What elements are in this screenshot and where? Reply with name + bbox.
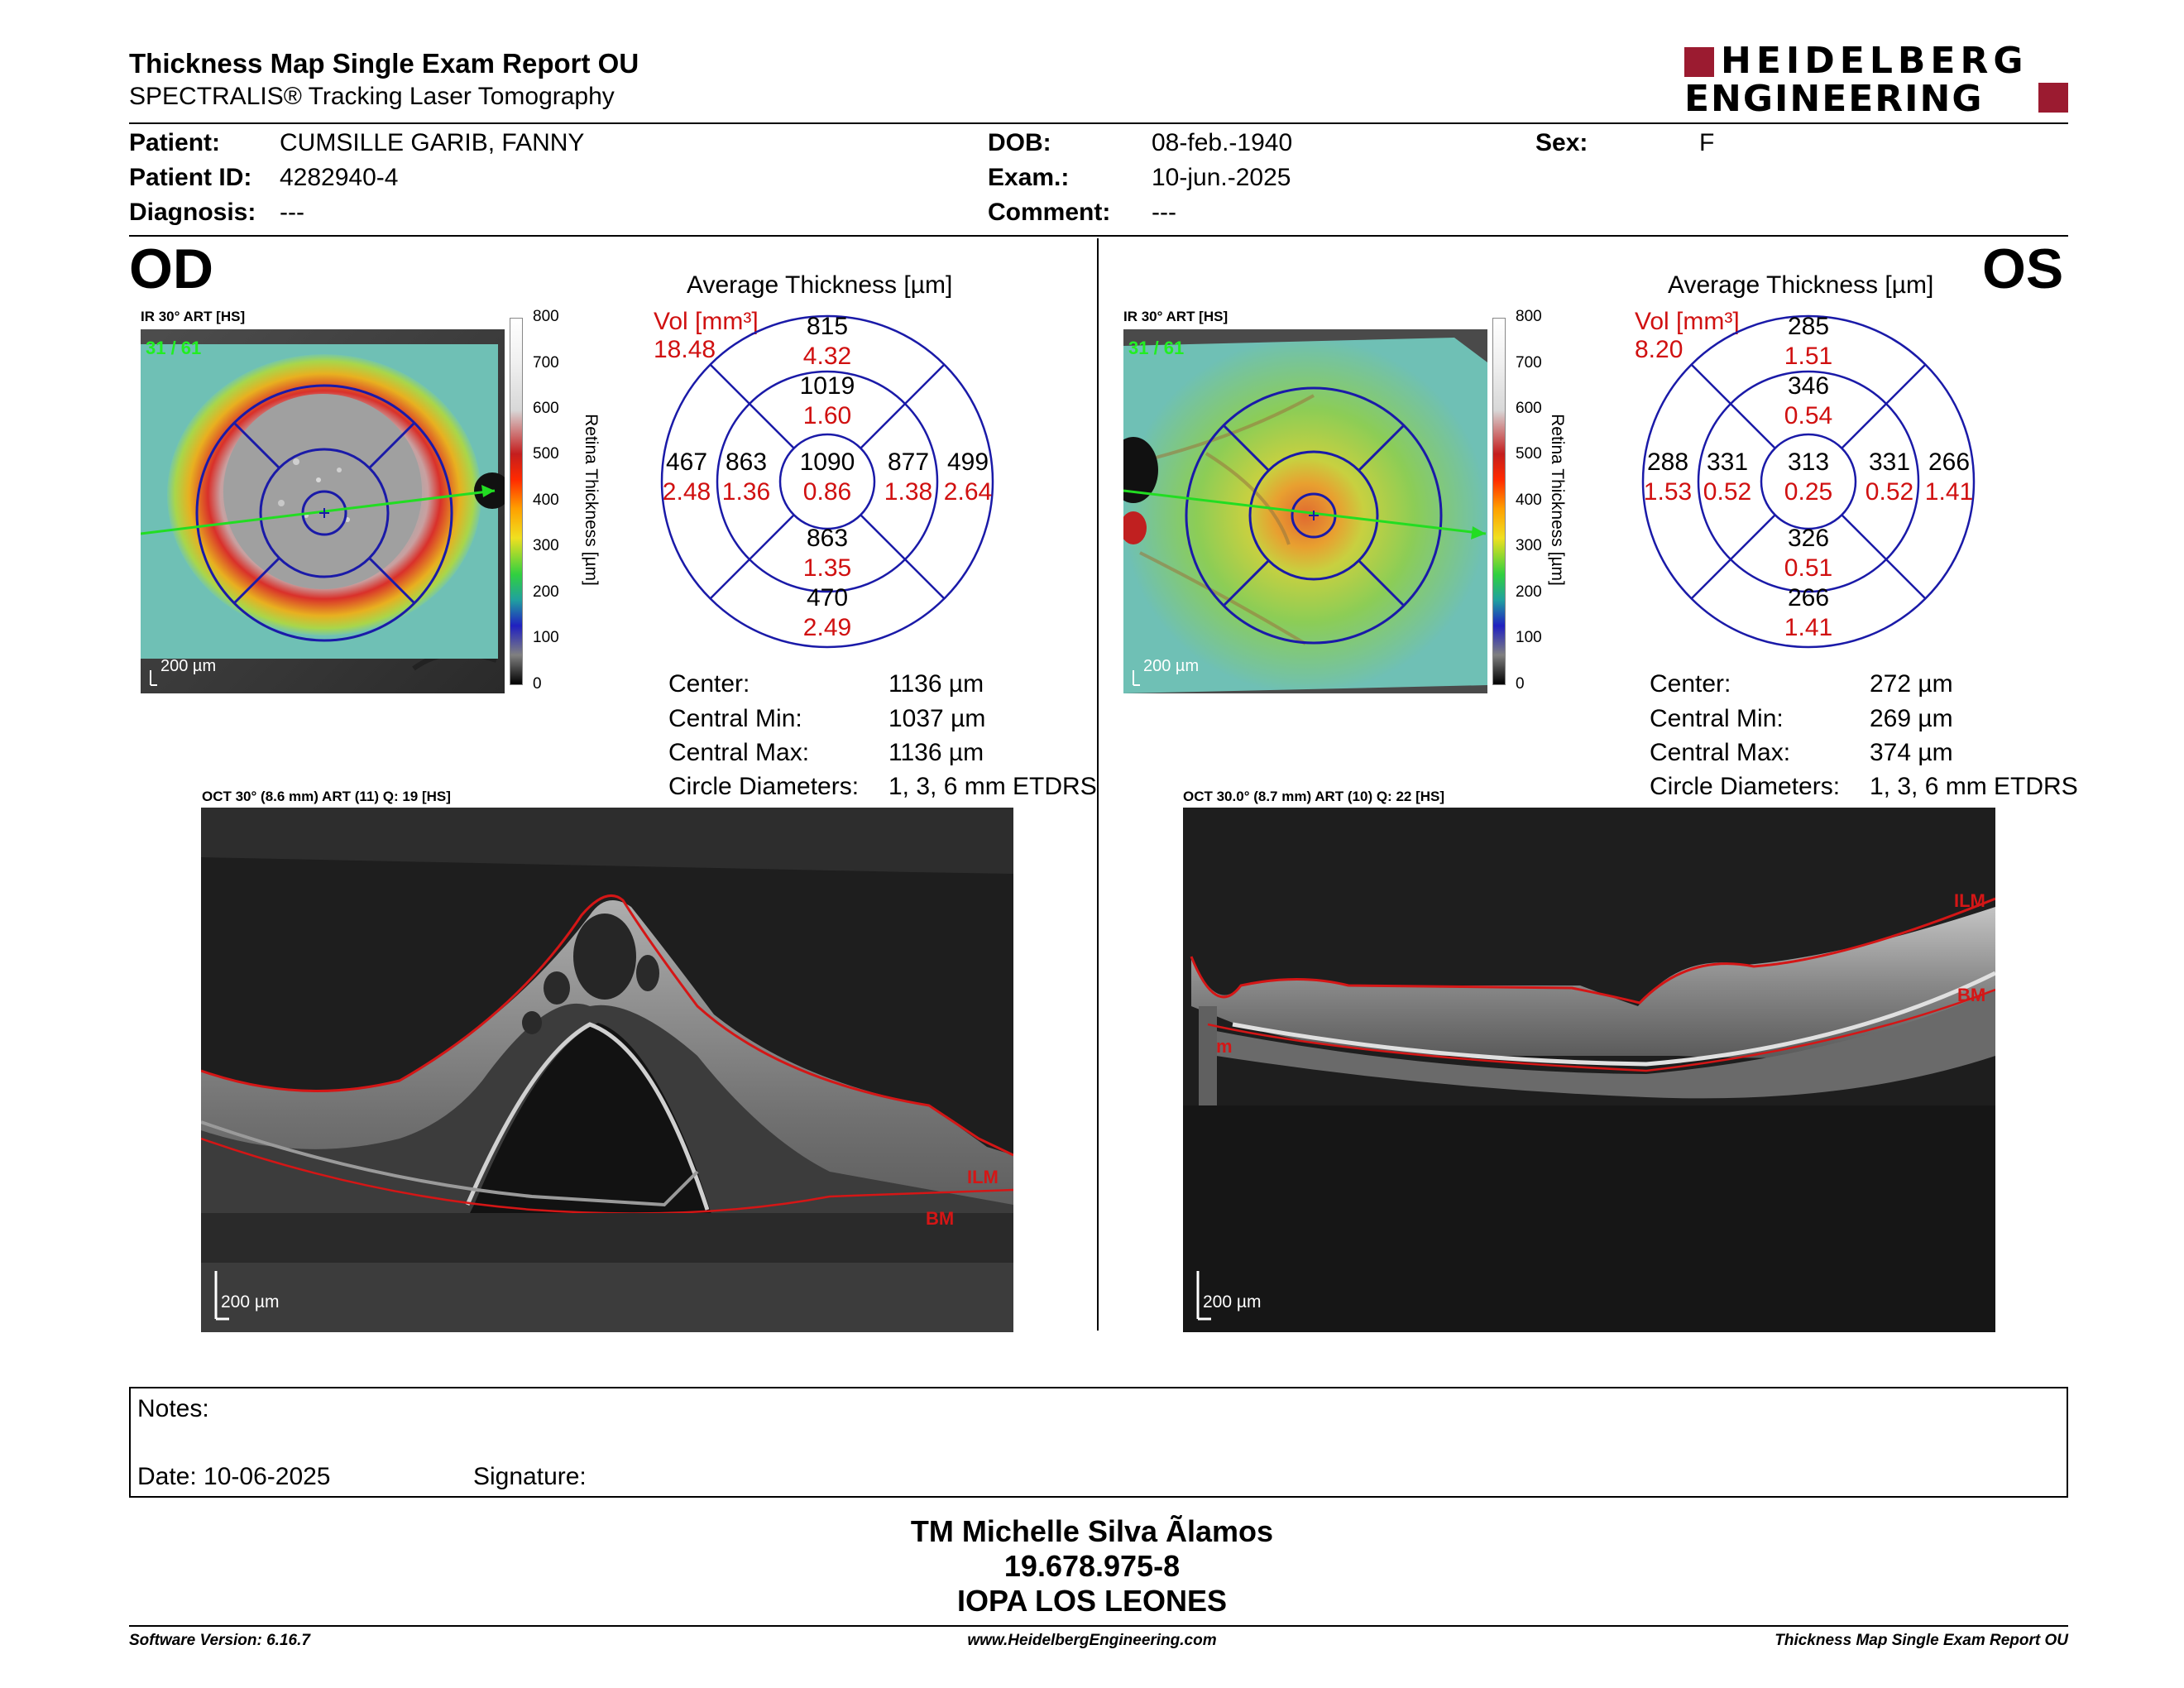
os-center-value: 272 µm <box>1870 670 1953 698</box>
footer-software-version: Software Version: 6.16.7 <box>129 1632 310 1649</box>
od-scale-tick: 200 <box>533 583 559 601</box>
os-scale-tick: 600 <box>1516 400 1542 417</box>
od-vol-total: 18.48 <box>654 336 716 363</box>
od-scale-tick: 500 <box>533 445 559 463</box>
os-circle-value: 1, 3, 6 mm ETDRS <box>1870 773 2078 800</box>
os-color-scale <box>1492 318 1506 685</box>
patient-name: CUMSILLE GARIB, FANNY <box>280 129 585 156</box>
od-scale-tick: 600 <box>533 400 559 417</box>
os-scale-tick: 500 <box>1516 445 1542 463</box>
heidelberg-logo <box>1684 40 2068 120</box>
os-inner-inf-vol: 0.51 <box>1784 554 1833 582</box>
footer-report-name: Thickness Map Single Exam Report OU <box>1774 1632 2068 1649</box>
os-eye-label: OS <box>1982 237 2064 300</box>
od-scale-tick: 100 <box>533 629 559 646</box>
patient-id-value: 4282940-4 <box>280 164 399 191</box>
os-etdrs-diagram <box>1640 313 1977 650</box>
os-vol-total: 8.20 <box>1635 336 1684 363</box>
logo-square-bottom <box>2038 83 2068 113</box>
od-outer-right-thk: 499 <box>946 448 989 476</box>
od-frame-counter: 31 / 61 <box>146 338 202 358</box>
od-avg-title: Average Thickness [µm] <box>687 271 953 299</box>
os-outer-sup-thk: 285 <box>1787 313 1830 340</box>
exam-value: 10-jun.-2025 <box>1152 164 1291 191</box>
os-scale-tick: 100 <box>1516 629 1542 646</box>
od-oct-label: OCT 30° (8.6 mm) ART (11) Q: 19 [HS] <box>202 789 451 804</box>
od-scale-axis-label: Retina Thickness [µm] <box>582 414 601 586</box>
od-outer-left-thk: 467 <box>665 448 708 476</box>
os-ir-scale-bar-label: 200 µm <box>1143 657 1200 675</box>
os-oct-bscan <box>1183 808 1995 1332</box>
os-inner-inf-thk: 326 <box>1787 525 1830 552</box>
os-central-min-value: 269 µm <box>1870 705 1953 732</box>
od-scale-ticks <box>533 308 574 693</box>
od-ilm-label: ILM <box>967 1167 999 1187</box>
logo-square-top <box>1684 47 1714 77</box>
os-circle-label: Circle Diameters: <box>1650 773 1841 800</box>
od-ir-scale-bar-label: 200 µm <box>160 657 217 675</box>
od-outer-left-vol: 2.48 <box>662 478 711 506</box>
od-inner-right-vol: 1.38 <box>884 478 933 506</box>
notes-date: Date: 10-06-2025 <box>137 1463 331 1490</box>
diagnosis-value: --- <box>280 199 304 226</box>
od-inner-sup-vol: 1.60 <box>802 402 852 429</box>
os-ir-label: IR 30° ART [HS] <box>1123 309 1228 324</box>
od-center-vol: 0.86 <box>802 478 852 506</box>
os-central-max-value: 374 µm <box>1870 739 1953 766</box>
od-oct-scale-bar-label: 200 µm <box>221 1292 280 1312</box>
os-scale-tick: 700 <box>1516 354 1542 372</box>
od-center-thk: 1090 <box>799 448 855 476</box>
diagnosis-label: Diagnosis: <box>129 199 256 226</box>
os-frame-counter: 31 / 61 <box>1128 338 1185 358</box>
os-inner-left-vol: 0.52 <box>1703 478 1752 506</box>
notes-label: Notes: <box>137 1395 209 1422</box>
os-scale-tick: 800 <box>1516 308 1542 325</box>
os-center-thk: 313 <box>1787 448 1830 476</box>
od-scale-tick: 700 <box>533 354 559 372</box>
os-inner-left-thk: 331 <box>1706 448 1749 476</box>
od-central-max-value: 1136 µm <box>888 739 984 766</box>
os-inner-sup-thk: 346 <box>1787 372 1830 400</box>
od-central-min-label: Central Min: <box>668 705 802 732</box>
os-outer-left-thk: 288 <box>1646 448 1689 476</box>
comment-label: Comment: <box>988 199 1111 226</box>
od-central-max-label: Central Max: <box>668 739 810 766</box>
comment-value: --- <box>1152 199 1176 226</box>
patient-label: Patient: <box>129 129 221 156</box>
od-scale-tick: 400 <box>533 492 559 509</box>
header-rule <box>129 122 2068 124</box>
os-scale-tick: 200 <box>1516 583 1542 601</box>
os-scale-tick: 300 <box>1516 537 1542 554</box>
od-color-scale <box>510 318 523 685</box>
os-outer-right-vol: 1.41 <box>1924 478 1974 506</box>
od-thickness-map <box>141 329 505 693</box>
patient-id-label: Patient ID: <box>129 164 252 191</box>
od-circle-value: 1, 3, 6 mm ETDRS <box>888 773 1097 800</box>
exam-label: Exam.: <box>988 164 1070 191</box>
logo-text-top: HEIDELBERG <box>1721 40 2028 82</box>
od-outer-sup-thk: 815 <box>806 313 849 340</box>
od-center-label: Center: <box>668 670 750 698</box>
notes-box[interactable] <box>129 1387 2068 1498</box>
od-center-value: 1136 µm <box>888 670 984 698</box>
os-center-vol: 0.25 <box>1784 478 1833 506</box>
signoff-clinic: IOPA LOS LEONES <box>956 1584 1228 1618</box>
os-outer-inf-vol: 1.41 <box>1784 614 1833 641</box>
od-vol-label: Vol [mm³] <box>654 308 759 335</box>
od-inner-sup-thk: 1019 <box>799 372 855 400</box>
os-m-label: m <box>1216 1036 1233 1057</box>
od-outer-inf-vol: 2.49 <box>802 614 852 641</box>
dob-label: DOB: <box>988 129 1051 156</box>
os-vol-label: Vol [mm³] <box>1635 308 1740 335</box>
od-oct-bscan-image <box>201 808 1013 1332</box>
od-oct-bscan <box>201 808 1013 1332</box>
os-central-max-label: Central Max: <box>1650 739 1791 766</box>
os-oct-label: OCT 30.0° (8.7 mm) ART (10) Q: 22 [HS] <box>1183 789 1445 804</box>
od-ir-label: IR 30° ART [HS] <box>141 309 246 324</box>
os-oct-scale-bar-label: 200 µm <box>1203 1292 1262 1312</box>
patient-rule <box>129 235 2068 237</box>
signoff-rut: 19.678.975-8 <box>1003 1549 1181 1583</box>
od-inner-right-thk: 877 <box>887 448 930 476</box>
os-central-min-label: Central Min: <box>1650 705 1784 732</box>
os-center-label: Center: <box>1650 670 1731 698</box>
od-central-min-value: 1037 µm <box>888 705 986 732</box>
od-outer-sup-vol: 4.32 <box>802 343 852 370</box>
report-title: Thickness Map Single Exam Report OU <box>129 48 639 79</box>
footer-rule <box>129 1625 2068 1627</box>
os-bm-label: BM <box>1957 985 1986 1005</box>
od-inner-left-vol: 1.36 <box>721 478 771 506</box>
os-thickness-map <box>1123 329 1487 693</box>
dob-value: 08-feb.-1940 <box>1152 129 1293 156</box>
od-scale-tick: 300 <box>533 537 559 554</box>
os-thickness-map-image <box>1123 329 1487 693</box>
logo-text-bottom: ENGINEERING <box>1684 78 1984 120</box>
od-eye-label: OD <box>129 237 213 300</box>
os-oct-bscan-image <box>1183 808 1995 1332</box>
od-thickness-map-image <box>141 329 505 693</box>
od-etdrs-diagram <box>659 313 996 650</box>
notes-signature-label: Signature: <box>473 1463 587 1490</box>
od-outer-right-vol: 2.64 <box>943 478 993 506</box>
os-outer-right-thk: 266 <box>1928 448 1971 476</box>
sex-value: F <box>1699 129 1715 156</box>
os-outer-inf-thk: 266 <box>1787 584 1830 611</box>
os-inner-sup-vol: 0.54 <box>1784 402 1833 429</box>
footer-url[interactable]: www.HeidelbergEngineering.com <box>967 1632 1217 1649</box>
os-scale-tick: 0 <box>1516 675 1525 693</box>
os-outer-sup-vol: 1.51 <box>1784 343 1833 370</box>
os-inner-right-vol: 0.52 <box>1865 478 1914 506</box>
od-inner-inf-vol: 1.35 <box>802 554 852 582</box>
os-ilm-label: ILM <box>1954 890 1985 911</box>
od-inner-inf-thk: 863 <box>806 525 849 552</box>
report-subtitle: SPECTRALIS® Tracking Laser Tomography <box>129 83 615 110</box>
od-scale-tick: 800 <box>533 308 559 325</box>
os-inner-right-thk: 331 <box>1868 448 1911 476</box>
os-scale-tick: 400 <box>1516 492 1542 509</box>
od-circle-label: Circle Diameters: <box>668 773 860 800</box>
signoff-name: TM Michelle Silva Ãlamos <box>910 1514 1274 1548</box>
od-bm-label: BM <box>926 1208 955 1229</box>
od-scale-tick: 0 <box>533 675 542 693</box>
os-outer-left-vol: 1.53 <box>1643 478 1693 506</box>
os-scale-axis-label: Retina Thickness [µm] <box>1548 414 1567 586</box>
od-outer-inf-thk: 470 <box>806 584 849 611</box>
os-avg-title: Average Thickness [µm] <box>1668 271 1934 299</box>
od-inner-left-thk: 863 <box>725 448 768 476</box>
eye-divider <box>1097 238 1099 1331</box>
sex-label: Sex: <box>1535 129 1588 156</box>
